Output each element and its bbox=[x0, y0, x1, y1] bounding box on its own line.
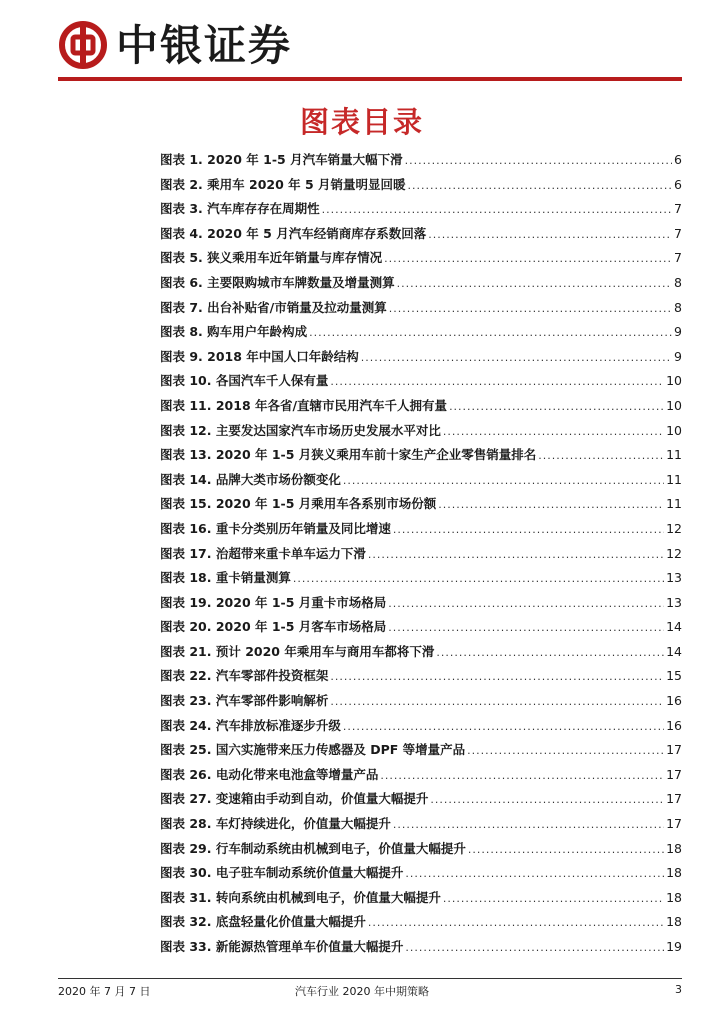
page-title: 图表目录 bbox=[299, 105, 424, 139]
bank-of-china-logo-icon bbox=[58, 20, 108, 70]
toc-entry-page: 17 bbox=[666, 791, 682, 807]
toc-entry-label: 图表 16. 重卡分类别历年销量及同比增速 bbox=[160, 520, 391, 536]
toc-entry-page: 7 bbox=[674, 201, 682, 217]
page-header bbox=[0, 0, 724, 80]
footer-date: 2020 年 7 月 7 日 bbox=[58, 985, 151, 998]
toc-entry-label: 图表 7. 出台补贴省/市销量及拉动量测算 bbox=[160, 299, 387, 315]
toc-entry-page: 19 bbox=[666, 939, 682, 954]
toc-entry-label: 图表 4. 2020 年 5 月汽车经销商库存系数回落 bbox=[160, 225, 427, 241]
toc-leader-dots bbox=[389, 302, 672, 315]
toc-leader-dots bbox=[388, 597, 664, 610]
toc-entry-label: 图表 21. 预计 2020 年乘用车与商用车都将下滑 bbox=[160, 643, 435, 659]
toc-entry[interactable] bbox=[160, 814, 682, 839]
toc-entry[interactable] bbox=[160, 789, 682, 814]
toc-leader-dots bbox=[408, 179, 673, 192]
toc-entry-label: 图表 20. 2020 年 1-5 月客车市场格局 bbox=[160, 619, 387, 635]
toc-entry-label: 图表 18. 重卡销量测算 bbox=[160, 570, 291, 586]
toc-entry-page: 18 bbox=[666, 914, 682, 930]
toc-entry-page: 9 bbox=[674, 348, 682, 364]
toc-leader-dots bbox=[330, 695, 664, 708]
toc-leader-dots bbox=[380, 769, 664, 782]
toc-entry-page: 16 bbox=[666, 717, 682, 733]
toc-entry-label: 图表 3. 汽车库存存在周期性 bbox=[160, 201, 320, 217]
toc-entry[interactable] bbox=[160, 494, 682, 519]
toc-entry-page: 13 bbox=[666, 594, 682, 610]
toc-entry-label: 图表 19. 2020 年 1-5 月重卡市场格局 bbox=[160, 594, 387, 610]
toc-leader-dots bbox=[430, 793, 664, 806]
toc-entry-page: 18 bbox=[666, 865, 682, 881]
toc-entry[interactable] bbox=[160, 298, 682, 323]
toc-entry-label: 图表 8. 购车用户年龄构成 bbox=[160, 324, 308, 340]
toc-entry-label: 图表 27. 变速箱由手动到自动，价值量大幅提升 bbox=[160, 791, 429, 807]
toc-entry[interactable] bbox=[160, 617, 682, 642]
toc-entry-page: 6 bbox=[674, 176, 682, 192]
toc-entry-label: 图表 11. 2018 年各省/直辖市民用汽车千人拥有量 bbox=[160, 397, 448, 413]
toc-entry[interactable] bbox=[160, 740, 682, 765]
header-rule bbox=[58, 77, 682, 81]
toc-entry-label: 图表 24. 汽车排放标准逐步升级 bbox=[160, 717, 341, 733]
toc-leader-dots bbox=[322, 203, 672, 216]
toc-entry[interactable] bbox=[160, 273, 682, 298]
toc-leader-dots bbox=[393, 523, 664, 536]
toc-leader-dots bbox=[538, 449, 664, 462]
toc-entry-page: 6 bbox=[674, 152, 682, 167]
toc-leader-dots bbox=[330, 670, 664, 683]
toc-entry[interactable] bbox=[160, 666, 682, 691]
toc-entry-page: 12 bbox=[666, 545, 682, 561]
toc-entry[interactable] bbox=[160, 912, 682, 937]
toc-entry[interactable] bbox=[160, 224, 682, 249]
toc-entry-page: 11 bbox=[666, 447, 682, 463]
toc-entry-label: 图表 6. 主要限购城市车牌数量及增量测算 bbox=[160, 274, 395, 290]
toc-leader-dots bbox=[405, 154, 672, 167]
toc-entry[interactable] bbox=[160, 347, 682, 372]
toc-entry[interactable] bbox=[160, 593, 682, 618]
toc-entry-page: 11 bbox=[666, 471, 682, 487]
toc-entry[interactable] bbox=[160, 937, 682, 962]
toc-entry[interactable] bbox=[160, 568, 682, 593]
toc-leader-dots bbox=[443, 892, 664, 905]
toc-leader-dots bbox=[468, 843, 664, 856]
footer-report-title: 汽车行业 2020 年中期策略 bbox=[295, 985, 429, 998]
toc-entry[interactable] bbox=[160, 863, 682, 888]
toc-entry-page: 18 bbox=[666, 840, 682, 856]
toc-entry-page: 16 bbox=[666, 693, 682, 709]
toc-entry-label: 图表 14. 品牌大类市场份额变化 bbox=[160, 471, 341, 487]
toc-entry[interactable] bbox=[160, 716, 682, 741]
toc-leader-dots bbox=[428, 228, 672, 241]
toc-entry-label: 图表 28. 车灯持续进化，价值量大幅提升 bbox=[160, 816, 391, 832]
toc-entry[interactable] bbox=[160, 248, 682, 273]
toc-leader-dots bbox=[449, 400, 664, 413]
footer-page-number: 3 bbox=[675, 983, 682, 996]
toc-entry-label: 图表 13. 2020 年 1-5 月狭义乘用车前十家生产企业零售销量排名 bbox=[160, 447, 537, 463]
toc-leader-dots bbox=[393, 818, 664, 831]
toc-entry-label: 图表 9. 2018 年中国人口年龄结构 bbox=[160, 348, 359, 364]
toc-entry[interactable] bbox=[160, 175, 682, 200]
toc-leader-dots bbox=[330, 375, 664, 388]
toc-entry-label: 图表 5. 狭义乘用车近年销量与库存情况 bbox=[160, 250, 383, 266]
toc-leader-dots bbox=[293, 572, 664, 585]
toc-entry-page: 9 bbox=[674, 324, 682, 340]
toc-entry-page: 18 bbox=[666, 889, 682, 905]
toc-leader-dots bbox=[397, 277, 672, 290]
toc-entry[interactable] bbox=[160, 642, 682, 667]
toc-entry[interactable] bbox=[160, 470, 682, 495]
toc-entry-page: 15 bbox=[666, 668, 682, 684]
toc-entry-label: 图表 12. 主要发达国家汽车市场历史发展水平对比 bbox=[160, 422, 441, 438]
toc-leader-dots bbox=[438, 498, 664, 511]
toc-entry-page: 10 bbox=[666, 397, 682, 413]
toc-entry-label: 图表 32. 底盘轻量化价值量大幅提升 bbox=[160, 914, 366, 930]
toc-entry-page: 7 bbox=[674, 225, 682, 241]
toc-entry[interactable] bbox=[160, 371, 682, 396]
toc-entry-label: 图表 33. 新能源热管理单车价值量大幅提升 bbox=[160, 939, 404, 954]
toc-entry-page: 14 bbox=[666, 619, 682, 635]
toc-leader-dots bbox=[368, 548, 664, 561]
toc-leader-dots bbox=[343, 474, 664, 487]
toc-leader-dots bbox=[388, 621, 664, 634]
toc-entry[interactable] bbox=[160, 765, 682, 790]
toc-entry-page: 8 bbox=[674, 274, 682, 290]
toc-entry-label: 图表 29. 行车制动系统由机械到电子，价值量大幅提升 bbox=[160, 840, 466, 856]
toc-leader-dots bbox=[368, 916, 664, 929]
toc-entry[interactable] bbox=[160, 421, 682, 446]
toc-entry-label: 图表 17. 治超带来重卡单车运力下滑 bbox=[160, 545, 366, 561]
toc-entry[interactable] bbox=[160, 445, 682, 470]
toc-entry-page: 10 bbox=[666, 373, 682, 389]
table-of-figures bbox=[160, 150, 682, 962]
toc-entry-page: 10 bbox=[666, 422, 682, 438]
toc-entry[interactable] bbox=[160, 322, 682, 347]
toc-entry-label: 图表 25. 国六实施带来压力传感器及 DPF 等增量产品 bbox=[160, 742, 466, 758]
toc-entry-label: 图表 31. 转向系统由机械到电子，价值量大幅提升 bbox=[160, 889, 441, 905]
brand-name: 中银证券 bbox=[116, 21, 293, 70]
toc-entry-label: 图表 30. 电子驻车制动系统价值量大幅提升 bbox=[160, 865, 404, 881]
toc-leader-dots bbox=[309, 326, 672, 339]
toc-entry[interactable] bbox=[160, 199, 682, 224]
toc-entry-page: 7 bbox=[674, 250, 682, 266]
toc-entry[interactable] bbox=[160, 150, 682, 175]
toc-entry-label: 图表 15. 2020 年 1-5 月乘用车各系别市场份额 bbox=[160, 496, 437, 512]
toc-entry-label: 图表 2. 乘用车 2020 年 5 月销量明显回暖 bbox=[160, 176, 406, 192]
toc-entry-label: 图表 10. 各国汽车千人保有量 bbox=[160, 373, 329, 389]
toc-entry-label: 图表 22. 汽车零部件投资框架 bbox=[160, 668, 329, 684]
toc-leader-dots bbox=[443, 425, 664, 438]
toc-entry[interactable] bbox=[160, 839, 682, 864]
toc-leader-dots bbox=[436, 646, 664, 659]
toc-entry-page: 17 bbox=[666, 766, 682, 782]
toc-leader-dots bbox=[467, 744, 664, 757]
toc-leader-dots bbox=[361, 351, 672, 364]
toc-entry-label: 图表 23. 汽车零部件影响解析 bbox=[160, 693, 329, 709]
toc-leader-dots bbox=[405, 941, 664, 954]
toc-entry-page: 14 bbox=[666, 643, 682, 659]
toc-entry-page: 13 bbox=[666, 570, 682, 586]
toc-leader-dots bbox=[384, 252, 672, 265]
toc-entry-page: 12 bbox=[666, 520, 682, 536]
toc-entry-page: 17 bbox=[666, 742, 682, 758]
toc-entry-label: 图表 1. 2020 年 1-5 月汽车销量大幅下滑 bbox=[160, 152, 403, 167]
toc-entry-page: 17 bbox=[666, 816, 682, 832]
toc-entry-label: 图表 26. 电动化带来电池盒等增量产品 bbox=[160, 766, 379, 782]
toc-leader-dots bbox=[343, 720, 664, 733]
toc-entry-page: 8 bbox=[674, 299, 682, 315]
toc-leader-dots bbox=[405, 867, 664, 880]
toc-entry[interactable] bbox=[160, 396, 682, 421]
toc-entry-page: 11 bbox=[666, 496, 682, 512]
toc-entry[interactable] bbox=[160, 888, 682, 913]
toc-entry[interactable] bbox=[160, 519, 682, 544]
footer-rule bbox=[58, 978, 682, 979]
toc-entry[interactable] bbox=[160, 691, 682, 716]
toc-entry[interactable] bbox=[160, 544, 682, 569]
